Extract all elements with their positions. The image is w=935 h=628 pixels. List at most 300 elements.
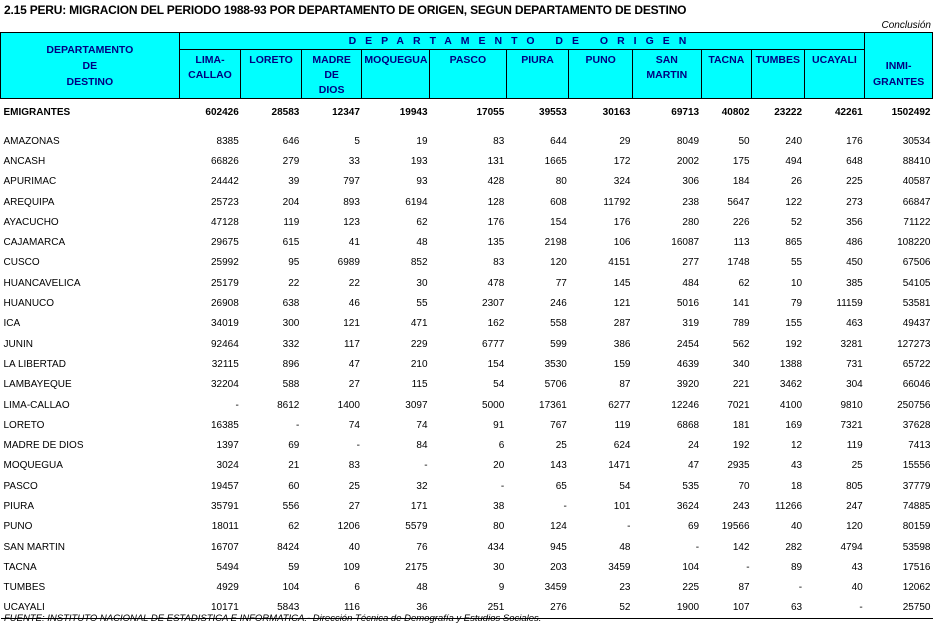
cell-value: 434 — [487, 541, 505, 553]
cell-value: 40 — [348, 541, 360, 553]
cell-value: 53598 — [902, 541, 931, 553]
cell-value: 107 — [701, 598, 751, 619]
row-label: ICA — [3, 318, 21, 330]
cell-value: 225 — [846, 176, 863, 188]
row-label: PUNO — [3, 521, 33, 533]
cell-value: 25 — [555, 440, 567, 452]
cell-value: 142 — [732, 541, 750, 553]
header-line: DESTINO — [66, 75, 114, 88]
cell-value: 74885 — [902, 500, 931, 512]
cell-value: 192 — [785, 338, 803, 350]
cell-value: 172 — [613, 155, 631, 167]
cell-value: 39553 — [539, 106, 567, 118]
cell-value: 19943 — [399, 106, 428, 118]
cell-value: 52 — [790, 216, 803, 228]
cell-value: 18 — [790, 480, 803, 492]
cell-value: 52 — [569, 598, 633, 619]
table-row — [1, 537, 933, 557]
cell-value: 385 — [846, 277, 863, 289]
row-label: AYACUCHO — [3, 216, 59, 228]
cell-value: 2198 — [544, 237, 567, 249]
cell-value: 176 — [613, 216, 631, 228]
cell-value: 638 — [282, 298, 300, 310]
cell-value: 608 — [550, 196, 567, 208]
migration-table — [0, 32, 933, 619]
row-label: SAN MARTIN — [3, 541, 65, 553]
cell-value: 84 — [416, 440, 428, 452]
cell-value: - — [563, 500, 567, 512]
cell-value: 16707 — [210, 541, 239, 553]
origin-column-header — [752, 50, 805, 99]
origin-column-header — [430, 50, 507, 99]
row-label: LORETO — [3, 419, 45, 431]
cell-value: 273 — [846, 196, 863, 208]
cell-value: - — [500, 480, 505, 492]
cell-value: 46 — [348, 298, 360, 310]
cell-value: 277 — [682, 257, 700, 269]
cell-value: 1397 — [216, 440, 239, 452]
cell-value: 109 — [343, 561, 360, 573]
row-label: LIMA-CALLAO — [3, 399, 70, 411]
cell-value: 1748 — [727, 257, 750, 269]
cell-value: 8385 — [216, 135, 239, 147]
cell-value: 6 — [498, 440, 505, 452]
cell-value: 162 — [487, 318, 505, 330]
cell-value: 33 — [348, 155, 360, 167]
cell-value: 229 — [410, 338, 428, 350]
row-label: CAJAMARCA — [3, 237, 66, 249]
cell-value: 11159 — [836, 298, 863, 310]
cell-value: 805 — [846, 480, 863, 492]
cell-value: 115 — [411, 379, 428, 391]
cell-value: 40587 — [902, 176, 931, 188]
row-label: CUSCO — [3, 257, 40, 269]
cell-value: 66847 — [902, 196, 931, 208]
cell-value: 48 — [416, 237, 428, 249]
origin-column-header — [701, 50, 751, 99]
cell-value: 486 — [846, 237, 863, 249]
table-row — [1, 415, 933, 435]
row-label: JUNIN — [3, 338, 33, 350]
cell-value: 43 — [851, 561, 863, 573]
cell-value: 60 — [288, 480, 300, 492]
cell-value: 4929 — [216, 582, 239, 594]
cell-value: 40802 — [721, 106, 750, 118]
header-line: PASCO — [449, 54, 487, 66]
cell-value: 16087 — [671, 237, 700, 249]
cell-value: 6777 — [482, 338, 505, 350]
header-line: DE — [82, 59, 98, 72]
cell-value: 304 — [846, 379, 863, 391]
cell-value: 2935 — [727, 460, 750, 472]
cell-value: 648 — [846, 155, 863, 167]
cell-value: 69 — [288, 440, 300, 452]
cell-value: 25 — [348, 480, 360, 492]
table-row — [1, 476, 933, 496]
cell-value: 644 — [550, 135, 567, 147]
cell-value: 250756 — [897, 399, 931, 411]
cell-value: 141 — [732, 298, 750, 310]
cell-value: 74 — [348, 419, 360, 431]
row-label: MADRE DE DIOS — [3, 440, 84, 452]
cell-value: 87 — [619, 379, 631, 391]
table-row — [1, 172, 933, 192]
cell-value: 5843 — [241, 598, 302, 619]
cell-value: 37628 — [902, 419, 931, 431]
header-line: TUMBES — [755, 54, 800, 66]
cell-value: 49437 — [902, 318, 931, 330]
cell-value: 193 — [410, 155, 428, 167]
cell-value: 246 — [550, 298, 567, 310]
cell-value: 2175 — [405, 561, 428, 573]
cell-value: 62 — [288, 521, 300, 533]
cell-value: 287 — [613, 318, 631, 330]
cell-value: 39 — [288, 176, 300, 188]
cell-value: 535 — [682, 480, 700, 492]
cell-value: 91 — [493, 419, 505, 431]
cell-value: 128 — [487, 196, 505, 208]
cell-value: 127273 — [897, 338, 931, 350]
cell-value: 15556 — [902, 460, 931, 472]
cell-value: 124 — [550, 521, 567, 533]
cell-value: 89 — [790, 561, 803, 573]
cell-value: 70 — [738, 480, 750, 492]
cell-value: - — [424, 460, 428, 472]
cell-value: 23222 — [774, 106, 803, 118]
header-line: DEPARTAMENTO — [46, 43, 134, 56]
cell-value: 210 — [410, 358, 428, 370]
cell-value: 5494 — [216, 561, 239, 573]
cell-value: 9810 — [840, 399, 863, 411]
cell-value: 116 — [301, 598, 362, 619]
cell-value: 19566 — [721, 521, 750, 533]
cell-value: 7021 — [727, 399, 750, 411]
cell-value: 8049 — [676, 135, 700, 147]
table-body — [1, 99, 933, 619]
cell-value: 93 — [416, 176, 428, 188]
cell-value: 1388 — [779, 358, 803, 370]
header-line: PUNO — [585, 54, 616, 66]
cell-value: 306 — [682, 176, 700, 188]
cell-value: 602426 — [205, 106, 239, 118]
header-line: TACNA — [708, 54, 745, 66]
cell-value: 38 — [493, 500, 505, 512]
migration-table-container — [0, 32, 935, 619]
cell-value: 76 — [416, 541, 428, 553]
cell-value: 319 — [682, 318, 700, 330]
row-label: TACNA — [3, 561, 37, 573]
cell-value: 3530 — [544, 358, 567, 370]
cell-value: 106 — [613, 237, 631, 249]
cell-value: 29675 — [210, 237, 239, 249]
header-line: SAN — [655, 54, 678, 66]
cell-value: 789 — [732, 318, 750, 330]
origin-column-header — [301, 50, 362, 99]
cell-value: 113 — [733, 237, 750, 249]
cell-value: 65 — [555, 480, 567, 492]
cell-value: - — [804, 598, 865, 619]
header-line: PIURA — [521, 54, 554, 66]
cell-value: 12 — [790, 440, 803, 452]
cell-value: 104 — [282, 582, 300, 594]
cell-value: 123 — [343, 216, 360, 228]
cell-value: 21 — [288, 460, 300, 472]
cell-value: 54105 — [902, 277, 931, 289]
cell-value: 203 — [550, 561, 567, 573]
cell-value: 80 — [493, 521, 505, 533]
cell-value: 101 — [613, 500, 631, 512]
cell-value: 25 — [851, 460, 863, 472]
cell-value: 225 — [682, 582, 700, 594]
cell-value: 6868 — [676, 419, 700, 431]
cell-value: 53581 — [902, 298, 931, 310]
table-row — [1, 232, 933, 252]
cell-value: 646 — [282, 135, 300, 147]
cell-value: 69713 — [671, 106, 700, 118]
cell-value: 276 — [506, 598, 569, 619]
cell-value: 896 — [282, 358, 300, 370]
cell-value: 80 — [555, 176, 567, 188]
cell-value: - — [798, 582, 803, 594]
cell-value: 37779 — [902, 480, 931, 492]
cell-value: 1900 — [632, 598, 701, 619]
cell-value: 4151 — [608, 257, 631, 269]
cell-value: 18011 — [211, 521, 239, 533]
table-row — [1, 578, 933, 598]
cell-value: 104 — [682, 561, 700, 573]
cell-value: 108220 — [897, 237, 931, 249]
cell-value: 6 — [354, 582, 360, 594]
immigrants-column-header — [865, 33, 933, 99]
cell-value: 10 — [790, 277, 803, 289]
table-row — [1, 435, 933, 455]
cell-value: 176 — [846, 135, 863, 147]
cell-value: 10171 — [179, 598, 241, 619]
cell-value: 36 — [362, 598, 430, 619]
cell-value: 117 — [343, 338, 360, 350]
cell-value: 279 — [282, 155, 300, 167]
cell-value: 80159 — [902, 521, 931, 533]
cell-value: 169 — [785, 419, 803, 431]
cell-value: 3459 — [608, 561, 631, 573]
cell-value: 852 — [410, 257, 428, 269]
cell-value: 3624 — [676, 500, 700, 512]
cell-value: 34019 — [210, 318, 239, 330]
cell-value: 67506 — [902, 257, 931, 269]
table-row — [1, 212, 933, 232]
cell-value: 17516 — [902, 561, 931, 573]
cell-value: 135 — [487, 237, 505, 249]
cell-value: 27 — [348, 379, 360, 391]
cell-value: 6194 — [405, 196, 428, 208]
cell-value: 1400 — [337, 399, 360, 411]
header-line: LORETO — [249, 54, 293, 66]
origin-column-header — [804, 50, 865, 99]
table-row — [1, 273, 933, 293]
cell-value: 32204 — [210, 379, 239, 391]
cell-value: 450 — [846, 257, 863, 269]
cell-value: 55 — [416, 298, 428, 310]
cell-value: 43 — [790, 460, 803, 472]
cell-value: - — [627, 521, 631, 533]
cell-value: 122 — [785, 196, 803, 208]
cell-value: - — [746, 561, 750, 573]
row-label: ANCASH — [3, 155, 46, 167]
cell-value: 17361 — [539, 399, 567, 411]
origin-column-header — [179, 50, 241, 99]
cell-value: 25179 — [210, 277, 239, 289]
cell-value: 243 — [732, 500, 750, 512]
cell-value: 40 — [790, 521, 803, 533]
cell-value: 48 — [416, 582, 428, 594]
cell-value: 12246 — [671, 399, 700, 411]
cell-value: 30 — [493, 561, 505, 573]
cell-value: 25723 — [210, 196, 239, 208]
cell-value: 226 — [732, 216, 750, 228]
cell-value: 5579 — [405, 521, 428, 533]
cell-value: 19457 — [210, 480, 239, 492]
row-label: LAMBAYEQUE — [3, 379, 72, 391]
table-row — [1, 334, 933, 354]
cell-value: 615 — [282, 237, 300, 249]
cell-value: 120 — [550, 257, 567, 269]
cell-value: 175 — [732, 155, 750, 167]
cell-value: 3097 — [405, 399, 428, 411]
cell-value: 92464 — [210, 338, 239, 350]
cell-value: - — [296, 419, 300, 431]
cell-value: 19 — [416, 135, 428, 147]
row-label: UCAYALI — [1, 598, 180, 619]
cell-value: - — [695, 541, 700, 553]
cell-value: 119 — [614, 419, 631, 431]
destination-column-header — [1, 33, 180, 99]
cell-value: 131 — [487, 155, 505, 167]
table-row — [1, 253, 933, 273]
cell-value: 2002 — [676, 155, 700, 167]
header-line: DIOS — [318, 84, 345, 96]
cell-value: 11792 — [603, 196, 631, 208]
row-label: HUANCAVELICA — [3, 277, 81, 289]
cell-value: 324 — [613, 176, 631, 188]
cell-value: 121 — [343, 318, 360, 330]
cell-value: - — [235, 399, 239, 411]
cell-value: 300 — [282, 318, 300, 330]
table-row — [1, 151, 933, 171]
cell-value: 23 — [619, 582, 631, 594]
cell-value: 221 — [732, 379, 750, 391]
cell-value: 154 — [550, 216, 567, 228]
row-label: APURIMAC — [3, 176, 57, 188]
cell-value: 47 — [348, 358, 360, 370]
cell-value: 55 — [790, 257, 803, 269]
cell-value: 5706 — [544, 379, 567, 391]
cell-value: 29 — [619, 135, 631, 147]
cell-value: 4100 — [779, 399, 803, 411]
cell-value: 5016 — [676, 298, 700, 310]
cell-value: 12062 — [902, 582, 931, 594]
cell-value: 22 — [288, 277, 300, 289]
cell-value: 624 — [613, 440, 631, 452]
cell-value: 340 — [732, 358, 750, 370]
row-label: LA LIBERTAD — [3, 358, 66, 370]
cell-value: 25992 — [210, 257, 239, 269]
row-label: MOQUEGUA — [3, 460, 63, 472]
table-row — [1, 456, 933, 476]
cell-value: 62 — [738, 277, 750, 289]
cell-value: 145 — [613, 277, 631, 289]
cell-value: 463 — [846, 318, 863, 330]
cell-value: 47 — [687, 460, 700, 472]
cell-value: 155 — [785, 318, 803, 330]
cell-value: 8424 — [277, 541, 300, 553]
cell-value: 599 — [550, 338, 567, 350]
cell-value: 77 — [555, 277, 567, 289]
cell-value: 731 — [846, 358, 863, 370]
cell-value: 238 — [682, 196, 700, 208]
cell-value: 282 — [785, 541, 803, 553]
cell-value: 87 — [738, 582, 750, 594]
cell-value: 7413 — [908, 440, 931, 452]
cell-value: 558 — [550, 318, 567, 330]
cell-value: 30534 — [902, 135, 931, 147]
cell-value: 4639 — [676, 358, 700, 370]
cell-value: 3920 — [676, 379, 700, 391]
cell-value: 3281 — [840, 338, 863, 350]
origin-column-header — [569, 50, 633, 99]
cell-value: 386 — [613, 338, 631, 350]
cell-value: 356 — [846, 216, 863, 228]
table-title: 2.15 PERU: MIGRACION DEL PERIODO 1988-93 POR DEPARTAMENTO DE ORIGEN, SEGUN DEPARTAMENTO DE DESTINO — [4, 3, 687, 17]
row-label: TUMBES — [3, 582, 46, 594]
origin-column-header — [241, 50, 302, 99]
cell-value: 25750 — [865, 598, 933, 619]
cell-value: 22 — [348, 277, 360, 289]
cell-value: 26 — [790, 176, 803, 188]
header-line: MARTIN — [646, 69, 688, 81]
cell-value: 2307 — [482, 298, 505, 310]
cell-value: 62 — [416, 216, 428, 228]
cell-value: 74 — [416, 419, 428, 431]
cell-value: 3459 — [544, 582, 567, 594]
row-label: PASCO — [3, 480, 38, 492]
cell-value: 32 — [416, 480, 428, 492]
cell-value: 83 — [493, 135, 505, 147]
cell-value: 41 — [348, 237, 360, 249]
cell-value: 9 — [498, 582, 505, 594]
cell-value: 332 — [282, 338, 300, 350]
table-row — [1, 354, 933, 374]
cell-value: 42261 — [834, 106, 863, 118]
cell-value: 204 — [282, 196, 300, 208]
cell-value: 3462 — [779, 379, 803, 391]
cell-value: 16385 — [210, 419, 239, 431]
cell-value: 280 — [682, 216, 700, 228]
cell-value: 47128 — [210, 216, 239, 228]
row-label: AMAZONAS — [3, 135, 60, 147]
cell-value: 143 — [550, 460, 567, 472]
header-line: LIMA- — [195, 54, 225, 66]
cell-value: 159 — [613, 358, 631, 370]
cell-value: 54 — [493, 379, 505, 391]
source-note: FUENTE: INSTITUTO NACIONAL DE ESTADISTICA E INFORMATICA.- Dirección Técnica de Demografía y Estudios Sociales. — [4, 613, 542, 624]
header-line: MADRE DE — [312, 54, 351, 81]
cell-value: 66046 — [902, 379, 931, 391]
cell-value: 26908 — [210, 298, 239, 310]
origin-column-header — [362, 50, 430, 99]
cell-value: 478 — [487, 277, 505, 289]
cell-value: - — [356, 440, 360, 452]
table-row — [1, 496, 933, 516]
